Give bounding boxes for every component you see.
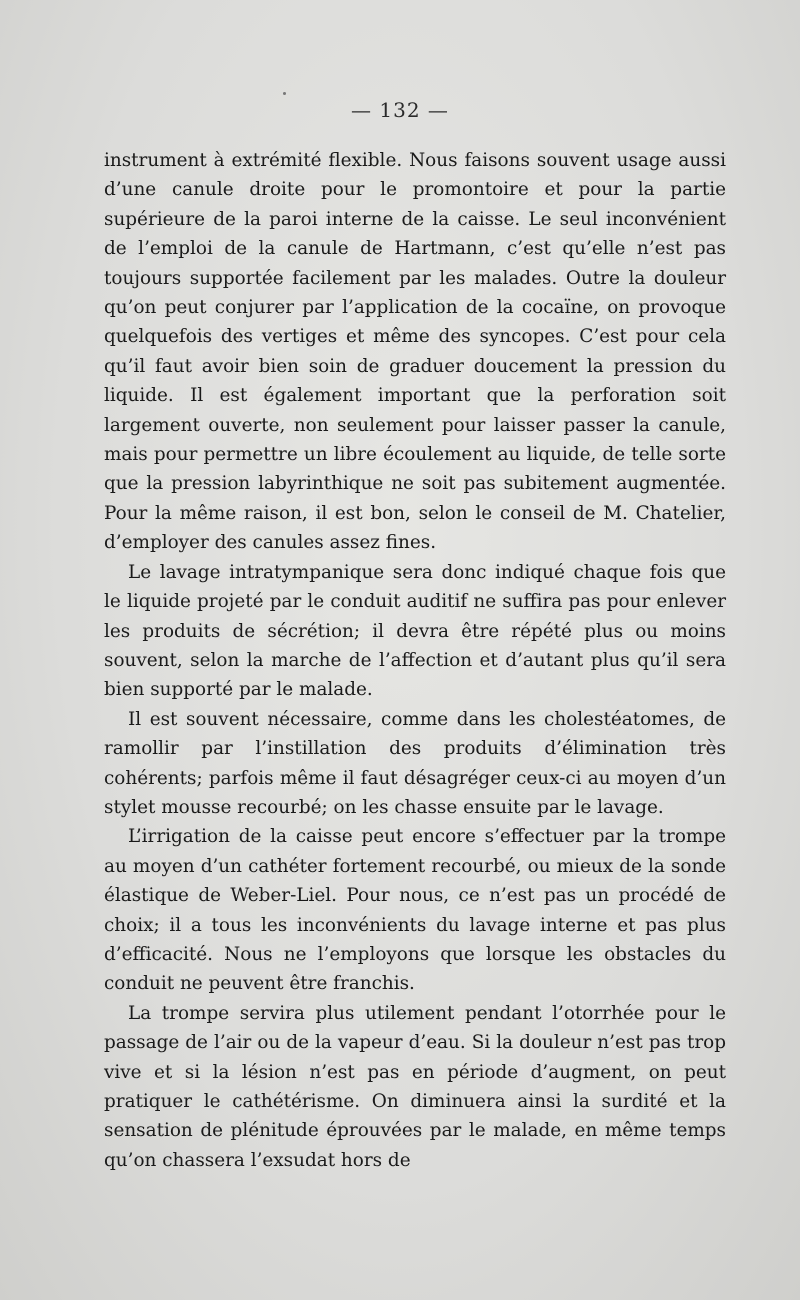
ink-speck	[283, 92, 286, 95]
paragraph-5: La trompe servira plus utilement pendant l’otorrhée pour le passage de l’air ou de la vapeur d’eau. Si la douleur n’est pas trop vive et si la lésion n’est pas en période d’augment, on peut pratiquer le cathétérisme. On diminuera ainsi la surdité et la sensation de plénitude éprouvées par le malade, en même temps qu’on chassera l’exsudat hors de	[104, 1002, 726, 1171]
page-number-header: — 132 —	[351, 98, 449, 122]
paragraph-2: Le lavage intratympanique sera donc indiqué chaque fois que le liquide projeté par le conduit auditif ne suffira pas pour enlever les produits de sécrétion; il devra être répété plus ou moins souvent, selon la marche de l’affection et d’autant plus qu’il sera bien supporté par le malade.	[104, 561, 726, 701]
page-body-text	[104, 146, 726, 1175]
paragraph-3: Il est souvent nécessaire, comme dans les cholestéatomes, de ramollir par l’instillation des produits d’élimination très cohérents; parfois même il faut désagréger ceux-ci au moyen d’un stylet mousse recourbé; on les chasse ensuite par le lavage.	[104, 708, 726, 818]
paragraph-1: instrument à extrémité flexible. Nous faisons souvent usage aussi d’une canule droite pour le promontoire et pour la partie supérieure de la paroi interne de la caisse. Le seul inconvénient de l’emploi de la canule de Hartmann, c’est qu’elle n’est pas toujours supportée facilement par les malades. Outre la douleur qu’on peut conjurer par l’application de la cocaïne, on provoque quelquefois des vertiges et même des syncopes. C’est pour cela qu’il faut avoir bien soin de graduer doucement la pression du liquide. Il est également important que la perforation soit largement ouverte, non seulement pour laisser passer la canule, mais pour permettre un libre écoulement au liquide, de telle sorte que la pression labyrinthique ne soit pas subitement augmentée. Pour la même raison, il est bon, selon le conseil de M. Chatelier, d’employer des canules assez fines.	[104, 150, 726, 554]
paragraph-4: L’irrigation de la caisse peut encore s’effectuer par la trompe au moyen d’un cathéter fortement recourbé, ou mieux de la sonde élastique de Weber-Liel. Pour nous, ce n’est pas un procédé de choix; il a tous les inconvénients du lavage interne et pas plus d’efficacité. Nous ne l’employons que lorsque les obstacles du conduit ne peuvent être franchis.	[104, 826, 726, 995]
